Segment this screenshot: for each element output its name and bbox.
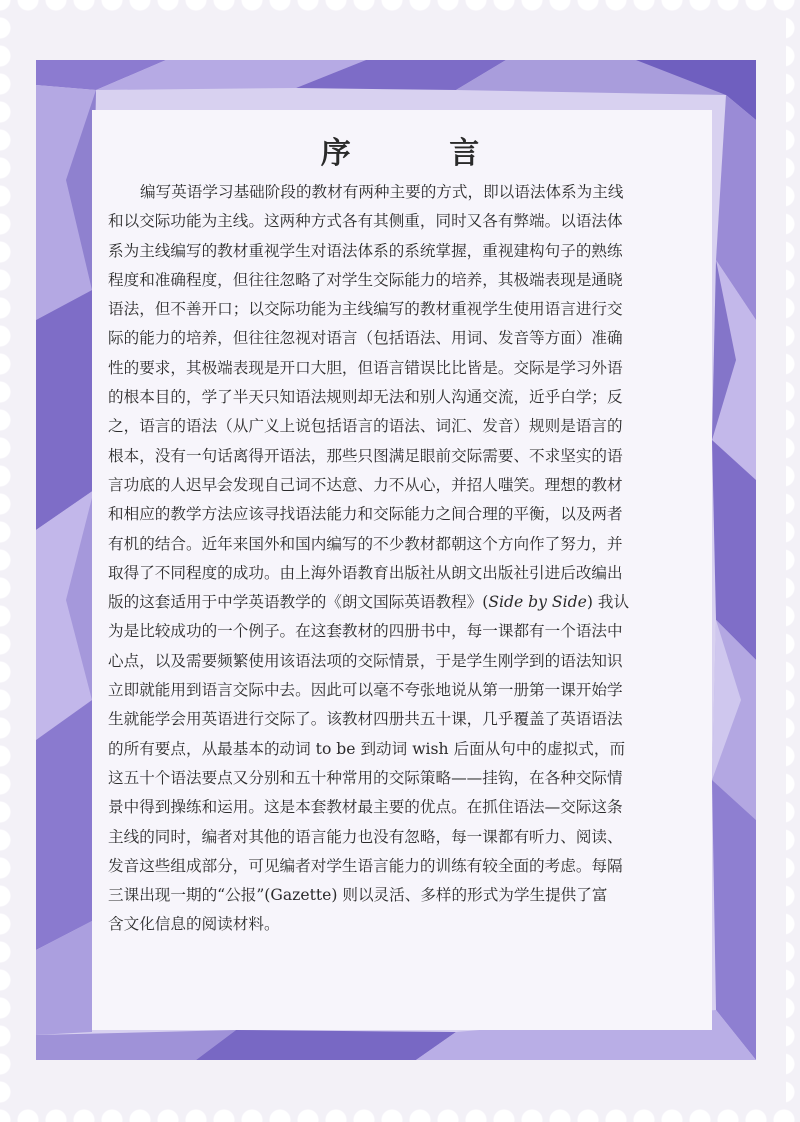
text-line-end: ) 我认 bbox=[586, 593, 630, 612]
text-line: 的所有要点，从最基本的动词 to be 到动词 wish 后面从句中的虚拟式，而 bbox=[108, 739, 626, 758]
text-line: 为是比较成功的一个例子。在这套教材的四册书中，每一课都有一个语法中 bbox=[108, 622, 623, 641]
text-line: 心点，以及需要频繁使用该语法项的交际情景，于是学生刚学到的语法知识 bbox=[108, 651, 623, 670]
book-title-english: Side by Side bbox=[488, 593, 587, 612]
text-line: 程度和准确程度，但往往忽略了对学生交际能力的培养，其极端表现是通晓 bbox=[108, 270, 623, 289]
page-title: 序 言 bbox=[320, 136, 524, 171]
text-line: 取得了不同程度的成功。由上海外语教育出版社从朗文出版社引进后改编出 bbox=[108, 563, 623, 582]
text-line: 主线的同时，编者对其他的语言能力也没有忽略，每一课都有听力、阅读、 bbox=[108, 827, 623, 846]
text-line-with-book-title bbox=[108, 588, 700, 617]
text-line: 景中得到操练和运用。这是本套教材最主要的优点。在抓住语法—交际这条 bbox=[108, 798, 623, 817]
text-line: 有机的结合。近年来国外和国内编写的不少教材都朝这个方向作了努力，并 bbox=[108, 534, 623, 553]
text-line: 言功底的人迟早会发现自己词不达意、力不从心，并招人嗤笑。理想的教材 bbox=[108, 475, 623, 494]
text-line: 三课出现一期的“公报”(Gazette) 则以灵活、多样的形式为学生提供了富 bbox=[108, 886, 608, 905]
text-line: 和相应的教学方法应该寻找语法能力和交际能力之间合理的平衡，以及两者 bbox=[108, 505, 623, 524]
preface-body bbox=[108, 178, 700, 940]
text-line: 和以交际功能为主线。这两种方式各有其侧重，同时又各有弊端。以语法体 bbox=[108, 212, 623, 231]
text-line: 这五十个语法要点又分别和五十种常用的交际策略——挂钩，在各种交际情 bbox=[108, 768, 623, 787]
text-line: 发音这些组成部分，可见编者对学生语言能力的训练有较全面的考虑。每隔 bbox=[108, 856, 623, 875]
text-line: 含文化信息的阅读材料。 bbox=[108, 915, 280, 934]
text-line-start: 版的这套适用于中学英语教学的《朗文国际英语教程》( bbox=[108, 593, 489, 612]
text-line: 系为主线编写的教材重视学生对语法体系的系统掌握，重视建构句子的熟练 bbox=[108, 241, 623, 260]
text-line: 之，语言的语法（从广义上说包括语言的语法、词汇、发音）规则是语言的 bbox=[108, 417, 623, 436]
text-line: 际的能力的培养，但往往忽视对语言（包括语法、用词、发音等方面）准确 bbox=[108, 329, 623, 348]
text-line: 生就能学会用英语进行交际了。该教材四册共五十课，几乎覆盖了英语语法 bbox=[108, 710, 623, 729]
text-line: 语法，但不善开口；以交际功能为主线编写的教材重视学生使用语言进行交 bbox=[108, 300, 623, 319]
text-line: 根本，没有一句话离得开语法，那些只图满足眼前交际需要、不求坚实的语 bbox=[108, 446, 623, 465]
text-line: 的根本目的，学了半天只知语法规则却无法和别人沟通交流，近乎白学；反 bbox=[108, 388, 623, 407]
text-line: 编写英语学习基础阶段的教材有两种主要的方式，即以语法体系为主线 bbox=[140, 183, 624, 201]
text-line: 立即就能用到语言交际中去。因此可以毫不夸张地说从第一册第一课开始学 bbox=[108, 681, 623, 700]
text-line: 性的要求，其极端表现是开口大胆，但语言错误比比皆是。交际是学习外语 bbox=[108, 358, 623, 377]
